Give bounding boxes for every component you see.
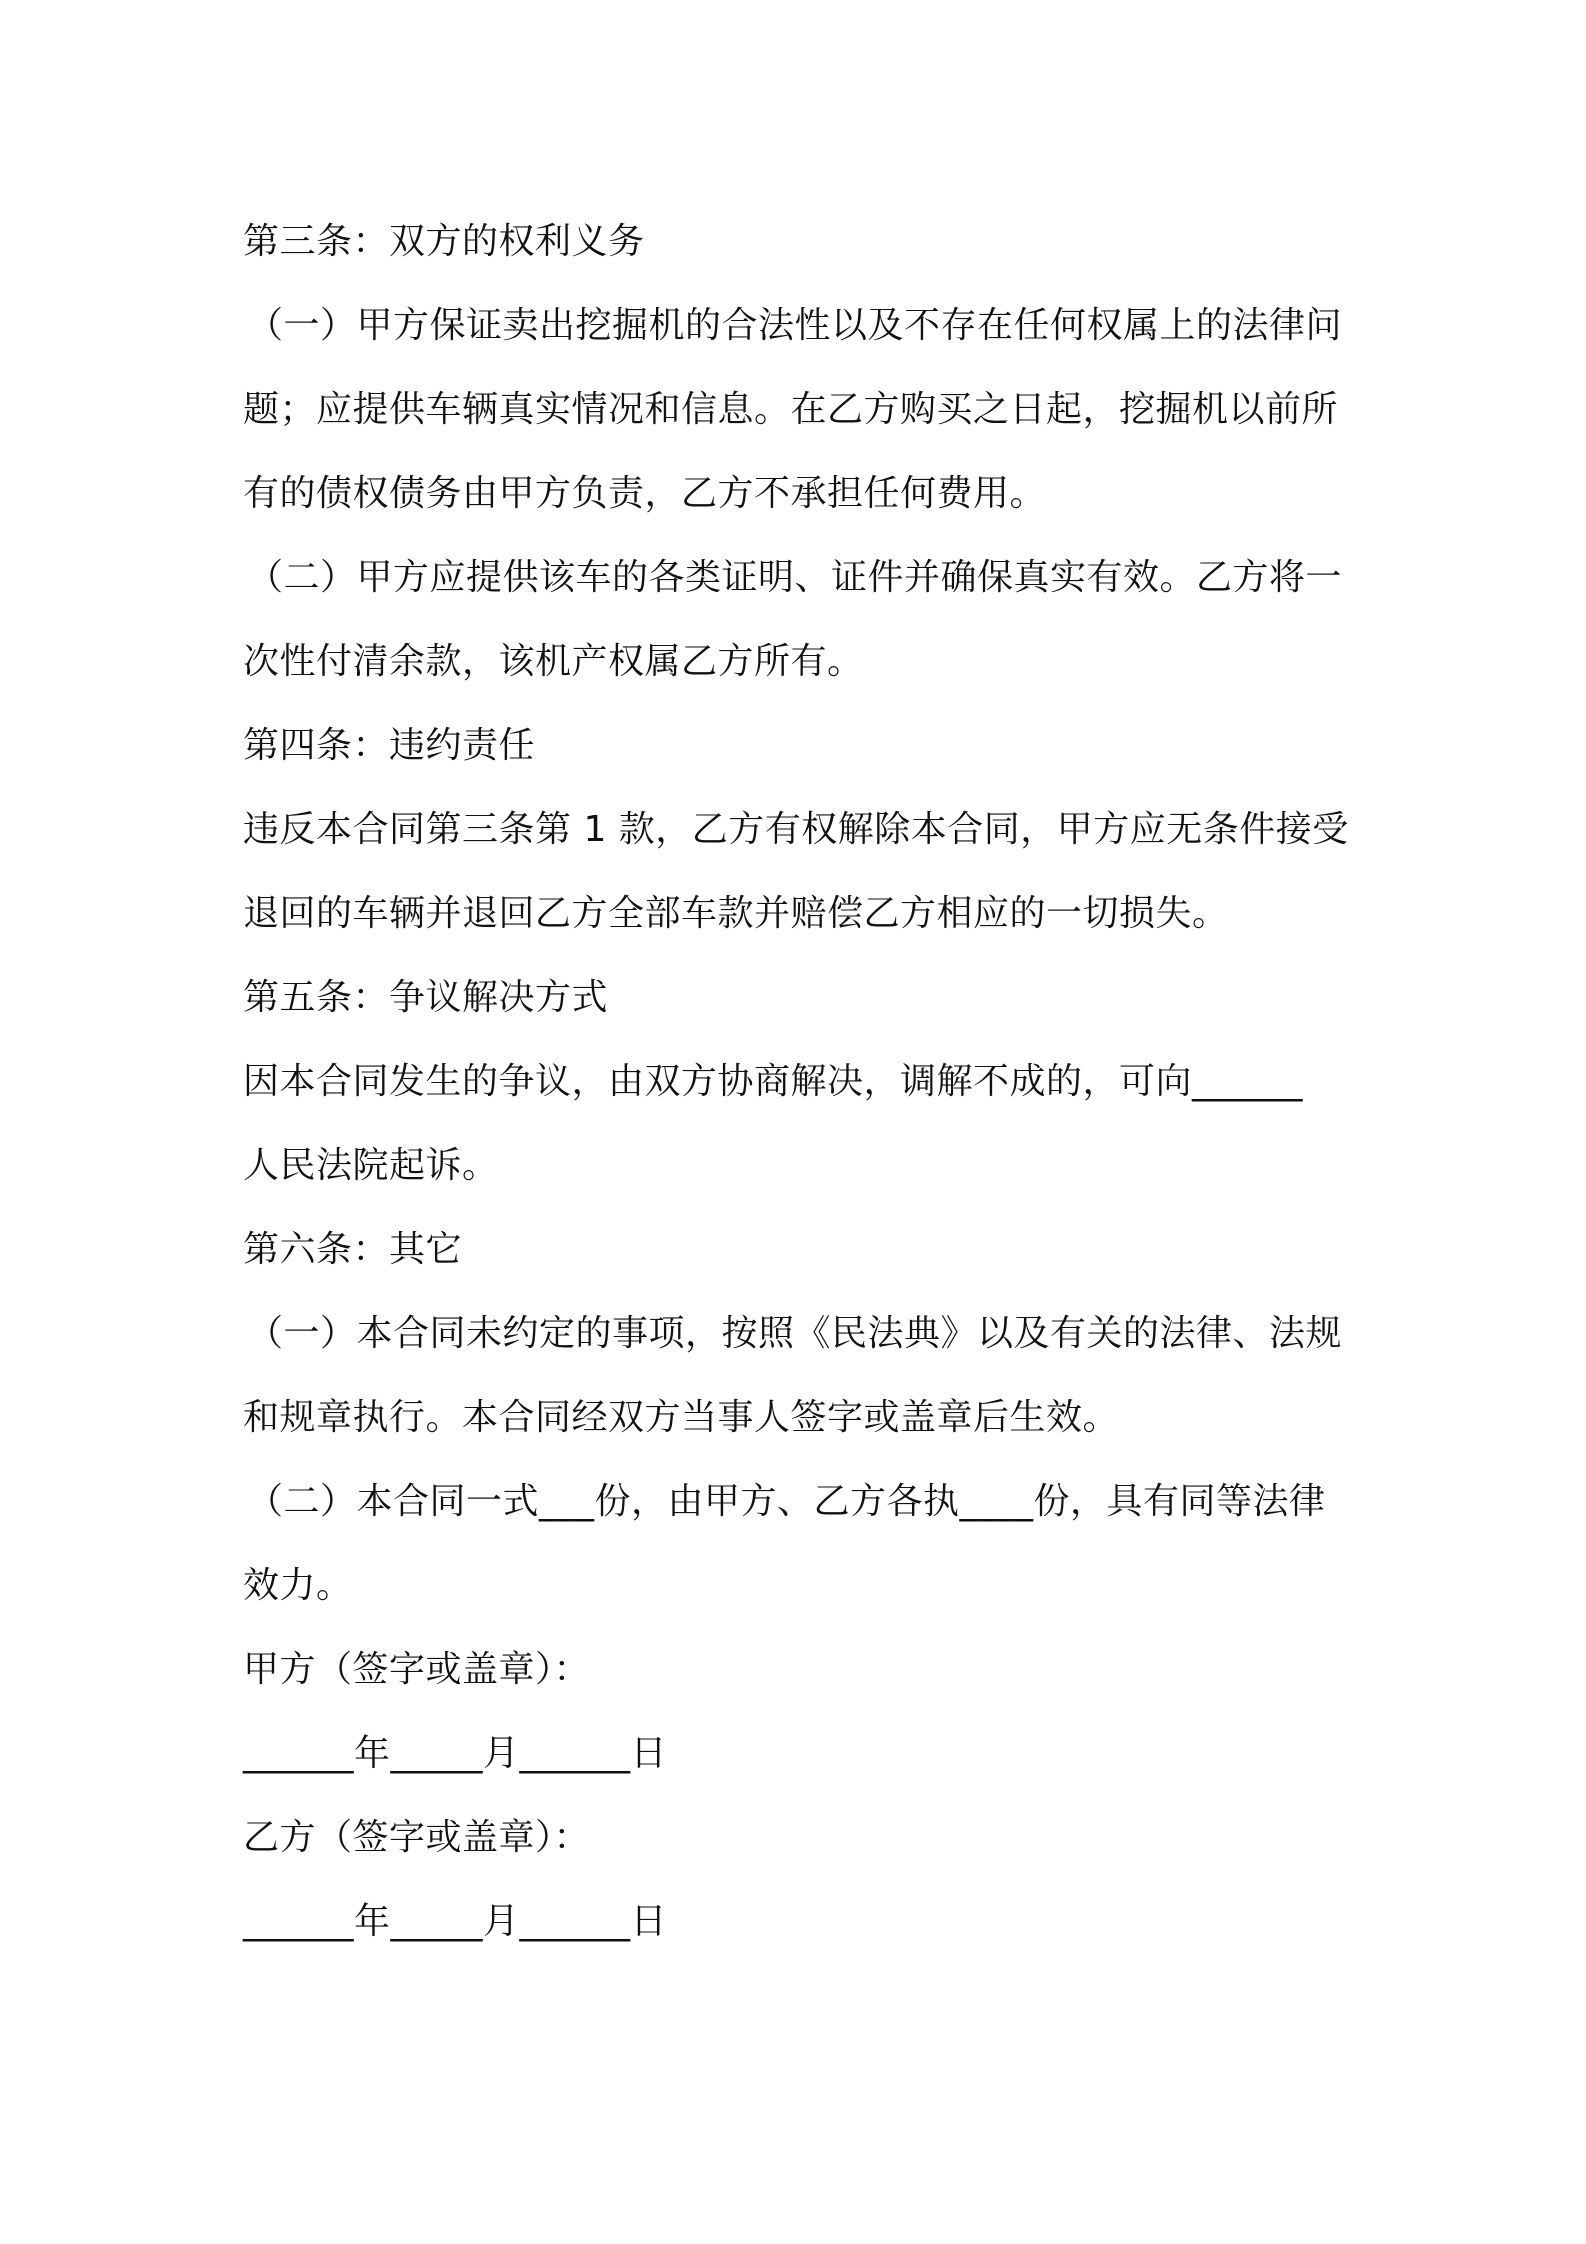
article-4-heading: 第四条：违约责任 bbox=[243, 725, 536, 766]
article-6-heading: 第六条：其它 bbox=[243, 1229, 463, 1270]
article-5-text-line-2: 人民法院起诉。 bbox=[243, 1145, 499, 1186]
article-3-clause-1-line-3: 有的债权债务由甲方负责，乙方不承担任何费用。 bbox=[243, 473, 1047, 514]
article-3-clause-2-line-1: （二）甲方应提供该车的各类证明、证件并确保真实有效。乙方将一 bbox=[247, 557, 1343, 598]
party-b-date-line: ______年_____月______日 bbox=[243, 1901, 668, 1942]
article-5-heading: 第五条：争议解决方式 bbox=[243, 977, 609, 1018]
article-6-clause-2-line-2: 效力。 bbox=[243, 1565, 353, 1606]
party-a-signature-label: 甲方（签字或盖章）： bbox=[243, 1649, 591, 1690]
article-4-text-line-2: 退回的车辆并退回乙方全部车款并赔偿乙方相应的一切损失。 bbox=[243, 893, 1229, 934]
article-5-text-line-1: 因本合同发生的争议，由双方协商解决，调解不成的，可向______ bbox=[243, 1061, 1304, 1102]
article-3-heading: 第三条：双方的权利义务 bbox=[243, 221, 645, 262]
article-6-clause-2-line-1: （二）本合同一式___份，由甲方、乙方各执____份，具有同等法律 bbox=[247, 1481, 1326, 1522]
party-b-signature-label: 乙方（签字或盖章）： bbox=[243, 1817, 591, 1858]
article-3-clause-1-line-2: 题；应提供车辆真实情况和信息。在乙方购买之日起，挖掘机以前所 bbox=[243, 389, 1339, 430]
article-6-clause-1-line-2: 和规章执行。本合同经双方当事人签字或盖章后生效。 bbox=[243, 1397, 1120, 1438]
article-3-clause-2-line-2: 次性付清余款，该机产权属乙方所有。 bbox=[243, 641, 864, 682]
party-a-date-line: ______年_____月______日 bbox=[243, 1733, 668, 1774]
article-6-clause-1-line-1: （一）本合同未约定的事项，按照《民法典》以及有关的法律、法规 bbox=[247, 1313, 1343, 1354]
article-4-text-line-1: 违反本合同第三条第 1 款，乙方有权解除本合同，甲方应无条件接受 bbox=[243, 809, 1349, 850]
article-3-clause-1-line-1: （一）甲方保证卖出挖掘机的合法性以及不存在任何权属上的法律问 bbox=[247, 305, 1343, 346]
contract-page bbox=[243, 200, 1363, 1964]
